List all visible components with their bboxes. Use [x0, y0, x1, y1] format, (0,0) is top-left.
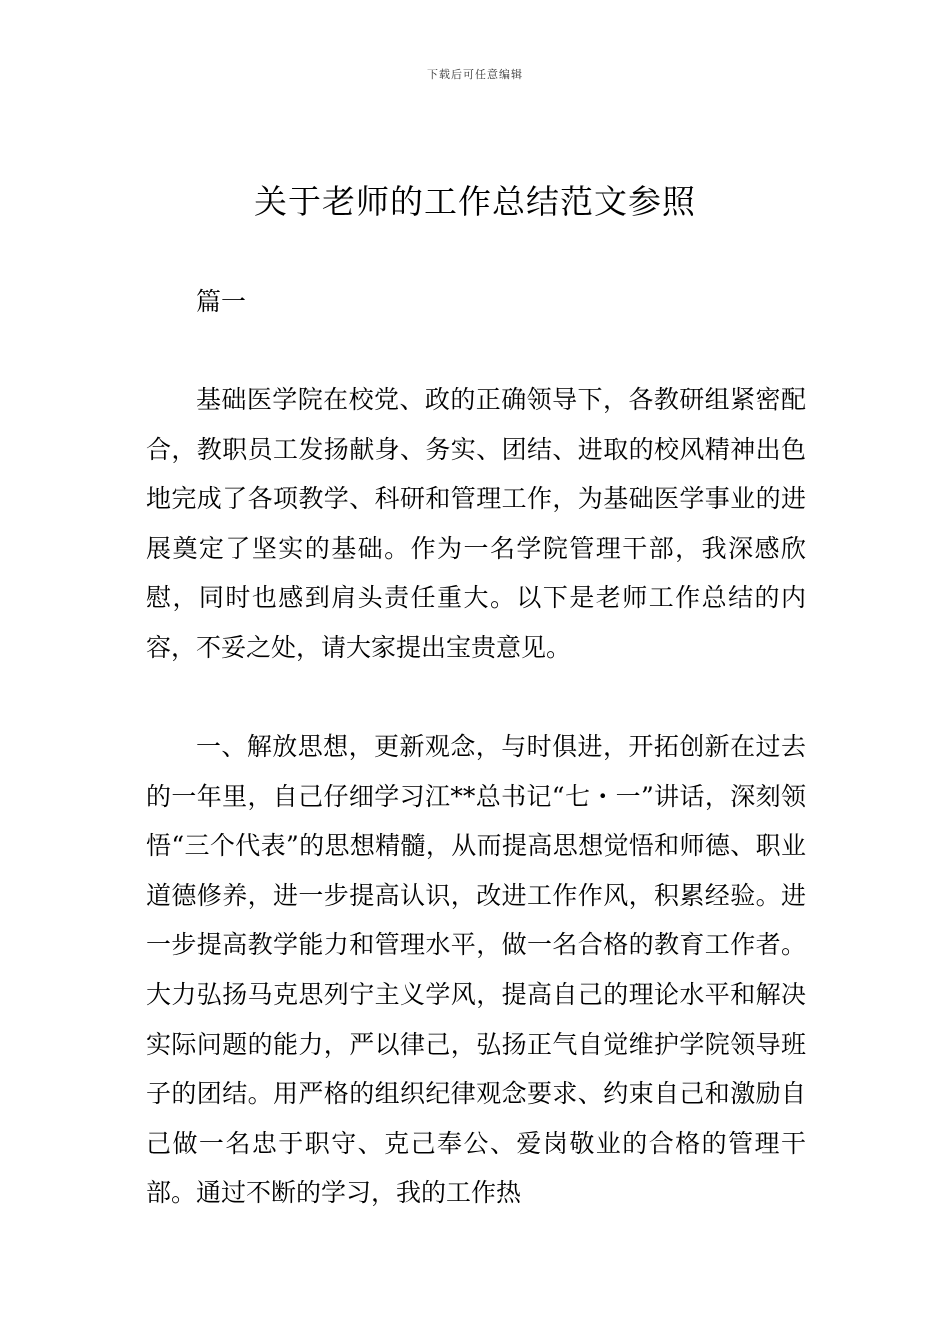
header-note: 下载后可任意编辑 [427, 68, 523, 81]
section-label: 篇一 [196, 287, 247, 316]
document-title: 关于老师的工作总结范文参照 [254, 182, 696, 221]
paragraph-intro: 基础医学院在校党、政的正确领导下，各教研组紧密配合，教职员工发扬献身、务实、团结、进取的校风精神出色地完成了各项教学、科研和管理工作，为基础医学事业的进展奠定了坚实的基础。作为一名学院管理干部，我深感欣慰，同时也感到肩头责任重大。以下是老师工作总结的内容，不妥之处，请大家提出宝贵意见。 [146, 385, 806, 662]
paragraph-section-one: 一、解放思想，更新观念，与时俱进，开拓创新在过去的一年里，自己仔细学习江**总书记“七・一”讲话，深刻领悟“三个代表”的思想精髓，从而提高思想觉悟和师德、职业道德修养，进一步提高认识，改进工作作风，积累经验。进一步提高教学能力和管理水平，做一名合格的教育工作者。大力弘扬马克思列宁主义学风，提高自己的理论水平和解决实际问题的能力，严以律己，弘扬正气自觉维护学院领导班子的团结。用严格的组织纪律观念要求、约束自己和激励自己做一名忠于职守、克己奉公、爱岗敬业的合格的管理干部。通过不断的学习，我的工作热 [146, 732, 806, 1208]
